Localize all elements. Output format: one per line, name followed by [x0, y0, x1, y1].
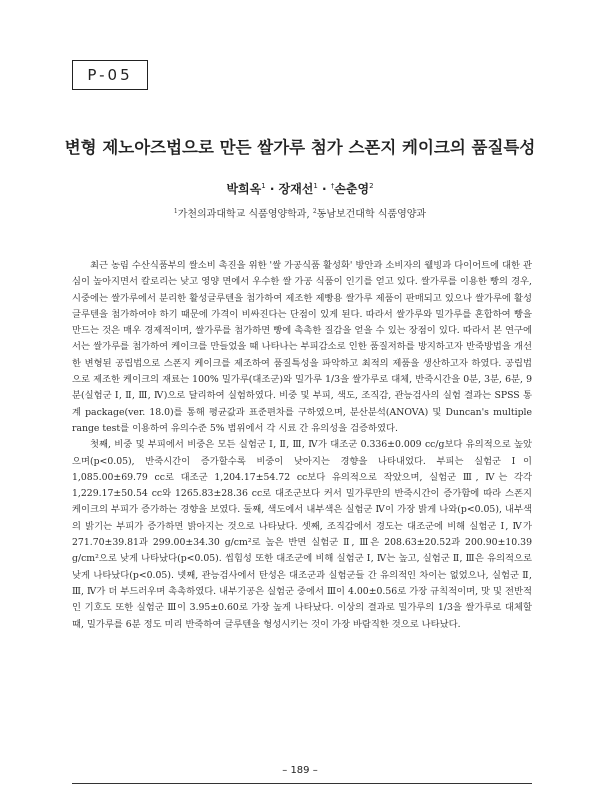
author-line [0, 180, 600, 197]
abstract-paragraph-1: 최근 농림 수산식품부의 쌀소비 촉진을 위한 '쌀 가공식품 활성화' 방안과 소비자의 웰빙과 다이어트에 대한 관심이 높아지면서 칼로리는 낮고 영양 면에서 우수한 쌀 가공 식품이 인기를 얻고 있다. 쌀가루를 이용한 빵의 경우, 시중에는 쌀가루에서 분리한 활성글루텐을 첨가하여 제조한 제빵용 쌀가루 제품이 판매되고 있으나 쌀가루에 활성글루텐을 첨가하여야 하기 때문에 가격이 비싸진다는 단점이 있게 된다. 따라서 쌀가루와 밀가루를 혼합하여 빵을 만드는 것은 매우 경제적이며, 쌀가루를 첨가하면 빵에 촉촉한 질감을 얻을 수 있는 장점이 있다. 따라서 본 연구에서는 쌀가루를 첨가하여 케이크를 만들었을 때 나타나는 부피감소로 인한 품질저하를 방지하고자 반죽방법을 개선한 변형된 공립법으로 스폰지 케이크를 제조하여 품질특성을 파악하고 최적의 제품을 생산하고자 하였다. 공립법으로 제조한 케이크의 재료는 100% 밀가루(대조군)와 밀가루 1/3을 쌀가루로 대체, 반죽시간을 0분, 3분, 6분, 9분(실험군 Ⅰ, Ⅱ, Ⅲ, Ⅳ)으로 달리하여 실험하였다. 비중 및 부피, 색도, 조직감, 관능검사의 실험 결과는 SPSS 통계 package(ver. 18.0)를 통해 평균값과 표준편차를 구하였으며, 분산분석(ANOVA) 및 Duncan's multiple range test를 이용하여 유의수준 5% 범위에서 각 시료 간 유의성을 검증하였다. [72, 260, 532, 434]
page-number: – 189 – [282, 765, 318, 776]
abstract-body [72, 258, 532, 633]
author-2-affil-mark: 1 [313, 182, 318, 190]
author-1-affil-mark: 1 [261, 182, 266, 190]
corresponding-mark: † [330, 182, 335, 190]
author-separator: · [317, 182, 331, 196]
author-2: · 장재선 [265, 182, 314, 196]
abstract-paragraph-2: 첫째, 비중 및 부피에서 비중은 모든 실험군 Ⅰ, Ⅱ, Ⅲ, Ⅳ가 대조군 0.336±0.009 cc/g보다 유의적으로 높았으며(p<0.05), 반죽시간이 증가할수록 비중이 낮아지는 경향을 나타내었다. 부피는 실험군 Ⅰ이 1,085.00±69.79 cc로 대조군 1,204.17±54.72 cc보다 유의적으로 작았으며, 실험군 Ⅲ, Ⅳ는 각각 1,229.17±50.54 cc와 1265.83±28.36 cc로 대조군보다 커서 밀가루만의 반죽시간이 증가함에 따라 스폰지 케이크의 부피가 증가하는 경향을 보였다. 둘째, 색도에서 내부색은 실험군 Ⅳ이 가장 밝게 나와(p<0.05), 내부색의 밝기는 부피가 증가하면 밝아지는 것으로 나타났다. 셋째, 조직감에서 경도는 대조군에 비해 실험군 Ⅰ, Ⅳ가 271.70±39.81과 299.00±34.30 g/cm²로 높은 반면 실험군 Ⅱ, Ⅲ은 208.63±20.52과 200.90±10.39 g/cm²으로 낮게 나타났다(p<0.05). 씹힘성 또한 대조군에 비해 실험군 Ⅰ, Ⅳ는 높고, 실험군 Ⅱ, Ⅲ은 유의적으로 낮게 나타났다(p<0.05). 넷째, 관능검사에서 탄성은 대조군과 실험군들 간 유의적인 차이는 없었으나, 실험군 Ⅱ, Ⅲ, Ⅳ가 더 부드러우며 촉촉하였다. 내부기공은 실험군 중에서 Ⅲ이 4.00±0.56로 가장 규칙적이며, 맛 및 전반적인 기호도 또한 실험군 Ⅲ이 3.95±0.60로 가장 높게 나타났다. 이상의 결과로 밀가루의 1/3을 쌀가루로 대체할 때, 밀가루를 6분 정도 미리 반죽하여 글루텐을 형성시키는 것이 가장 바람직한 것으로 나타났다. [72, 439, 533, 630]
session-code: P-05 [87, 66, 133, 84]
affiliation-2: 동남보건대학 식품영양과 [316, 209, 427, 220]
affiliation-2-mark: 2 [312, 208, 317, 215]
session-code-box [72, 60, 148, 90]
affiliation-1: 가천의과대학교 식품영양학과, [177, 209, 313, 220]
affiliation-1-mark: 1 [173, 208, 178, 215]
author-3-affil-mark: 2 [369, 182, 374, 190]
paper-title: 변형 제노아즈법으로 만든 쌀가루 첨가 스폰지 케이크의 품질특성 [64, 138, 536, 157]
affiliation-line [0, 205, 600, 220]
author-3: 손춘영 [334, 182, 370, 196]
author-1: 박희옥 [226, 182, 262, 196]
footer-divider [72, 783, 532, 784]
